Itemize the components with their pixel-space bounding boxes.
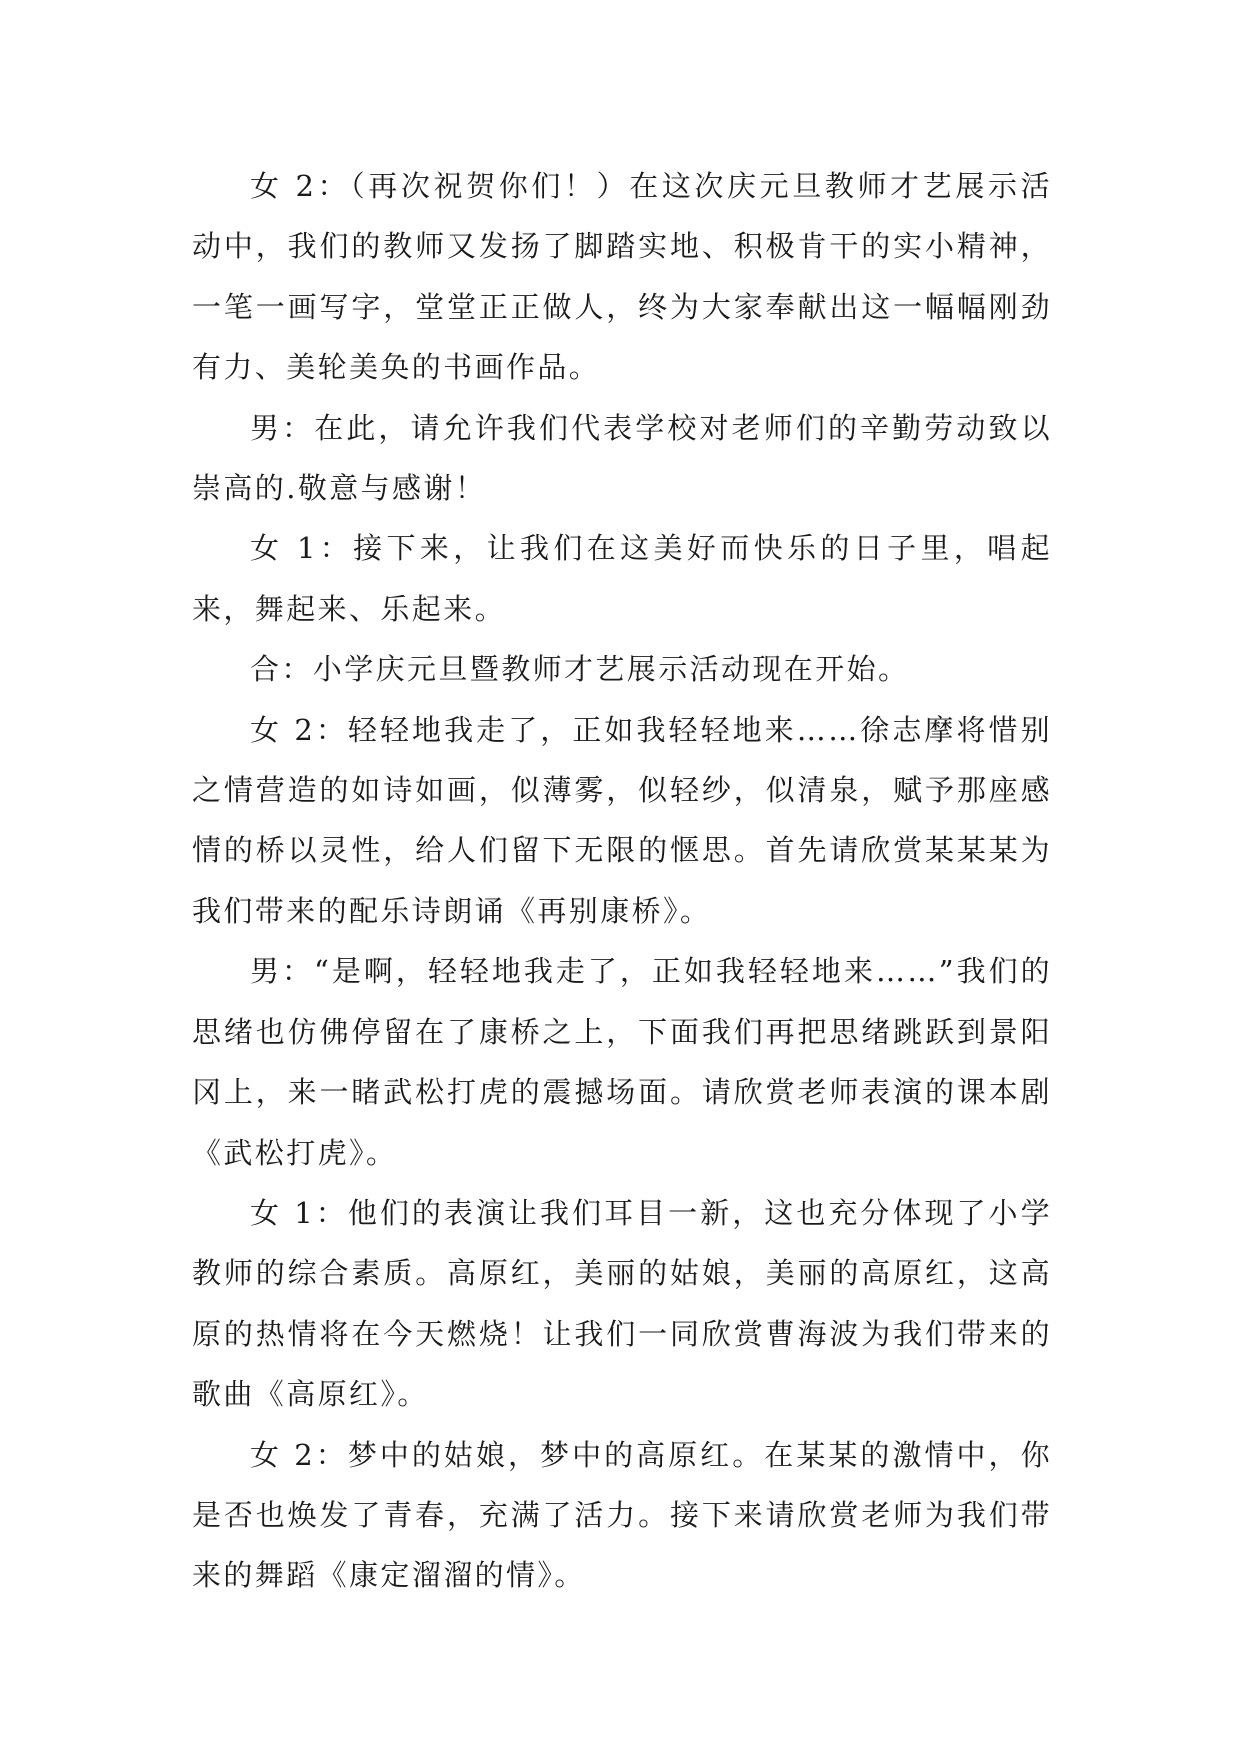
paragraph-3: 女 1：接下来，让我们在这美好而快乐的日子里，唱起来，舞起来、乐起来。	[192, 531, 1052, 626]
document-body	[192, 156, 1052, 1606]
paragraph-8: 女 2：梦中的姑娘，梦中的高原红。在某某的激情中，你是否也焕发了青春，充满了活力。接下来请欣赏老师为我们带来的舞蹈《康定溜溜的情》。	[192, 1437, 1052, 1593]
paragraph-1: 女 2：（再次祝贺你们！）在这次庆元旦教师才艺展示活动中，我们的教师又发扬了脚踏实地、积极肯干的实小精神，一笔一画写字，堂堂正正做人，终为大家奉献出这一幅幅刚劲有力、美轮美奂的书画作品。	[192, 169, 1052, 385]
paragraph-7: 女 1：他们的表演让我们耳目一新，这也充分体现了小学教师的综合素质。高原红，美丽的姑娘，美丽的高原红，这高原的热情将在今天燃烧！让我们一同欣赏曹海波为我们带来的歌曲《高原红》。	[192, 1195, 1052, 1412]
paragraph-5: 女 2：轻轻地我走了，正如我轻轻地来……徐志摩将惜别之情营造的如诗如画，似薄雾，似轻纱，似清泉，赋予那座感情的桥以灵性，给人们留下无限的惬思。首先请欣赏某某某为我们带来的配乐诗朗诵《再别康桥》。	[192, 712, 1052, 928]
paragraph-2: 男：在此，请允许我们代表学校对老师们的辛勤劳动致以崇高的.敬意与感谢！	[192, 410, 1052, 506]
paragraph-6: 男：“是啊，轻轻地我走了，正如我轻轻地来……”我们的思绪也仿佛停留在了康桥之上，下面我们再把思绪跳跃到景阳冈上，来一睹武松打虎的震撼场面。请欣赏老师表演的课本剧《武松打虎》。	[192, 954, 1052, 1170]
paragraph-4: 合：小学庆元旦暨教师才艺展示活动现在开始。	[250, 652, 910, 687]
